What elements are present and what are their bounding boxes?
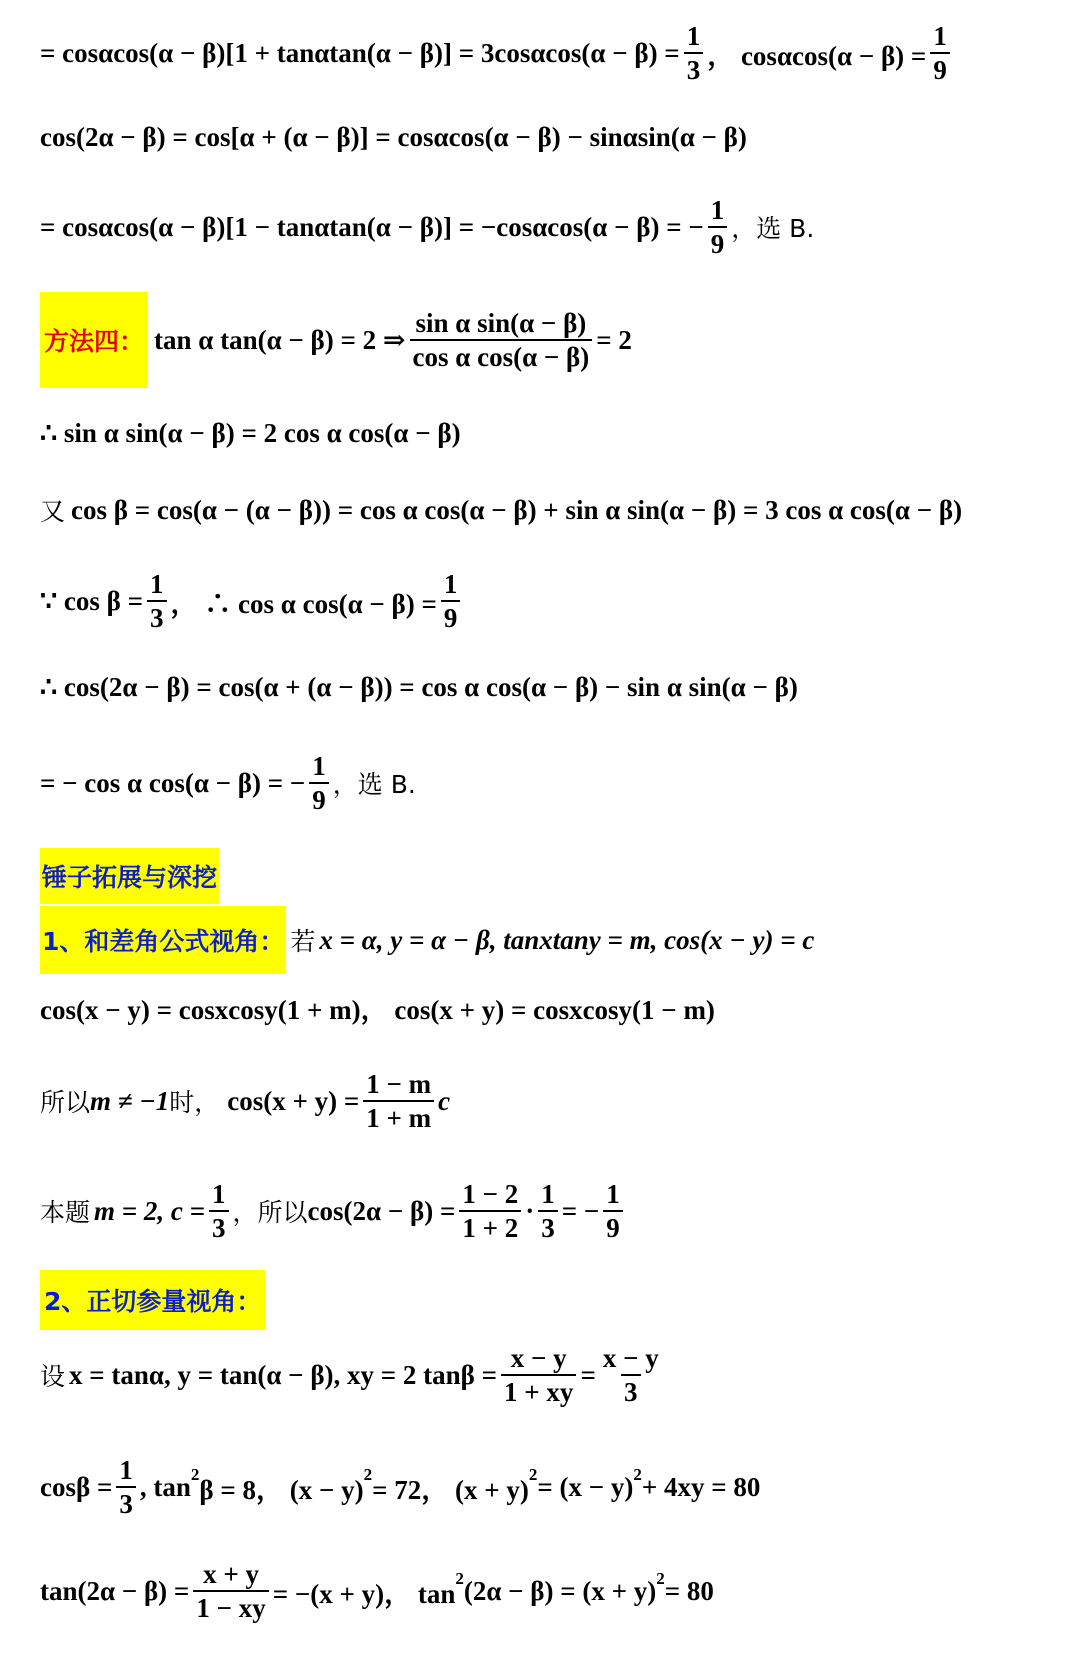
- note: 设: [40, 1362, 66, 1392]
- superscript: 2: [455, 1569, 464, 1589]
- note: ，选 B.: [332, 770, 416, 800]
- numerator: 1: [443, 569, 458, 599]
- equation-line-2: [40, 122, 747, 153]
- fraction: [708, 196, 728, 259]
- expr: x = tanα, y = tan(α − β), xy = 2 tanβ =: [69, 1359, 498, 1390]
- equation-line-6: [40, 492, 962, 528]
- note: ，选 B.: [731, 214, 815, 244]
- denominator: 3: [116, 1486, 136, 1518]
- expr: (2α − β) = (x + y): [463, 1575, 657, 1606]
- expr: ∵ cos β =: [40, 585, 144, 616]
- perspective-one-tag: 1、和差角公式视角：: [40, 906, 286, 974]
- numerator: 1: [686, 21, 701, 51]
- note: ，所以: [232, 1198, 308, 1228]
- superscript: 2: [633, 1465, 642, 1485]
- expr: cos(2α − β) = cos[α + (α − β)] = cosαcos(α − β) − sinαsin(α − β): [40, 122, 747, 152]
- numerator: 1: [933, 21, 947, 51]
- equation-line-5: [40, 418, 461, 449]
- expr: ∴ cos(2α − β) = cos(α + (α − β)) = cos α cos(α − β) − sin α sin(α − β): [40, 672, 798, 702]
- perspective-two-tag: 2、正切参量视角：: [40, 1270, 265, 1330]
- section-title: 锤子拓展与深挖: [40, 848, 219, 904]
- fraction: [684, 22, 704, 85]
- expr: cos(2α − β) =: [307, 1195, 456, 1226]
- denominator: 3: [147, 600, 167, 632]
- expr: ， cosαcos(α − β) =: [707, 40, 927, 71]
- equation-line-17: [40, 1456, 760, 1519]
- note: 本题: [40, 1198, 91, 1228]
- superscript: 2: [190, 1465, 200, 1485]
- equation-line-14: [40, 1180, 627, 1243]
- equation-line-7: [40, 570, 464, 633]
- expr: c: [438, 1085, 451, 1116]
- fraction: [459, 1180, 521, 1243]
- fraction: [501, 1344, 576, 1407]
- expr: =: [580, 1359, 596, 1390]
- superscript: 2: [656, 1569, 665, 1589]
- fraction: [538, 1180, 558, 1243]
- expr: β = 8， (x − y): [199, 1474, 364, 1505]
- denominator: 3: [684, 52, 704, 84]
- expr: tan(2α − β) =: [40, 1575, 190, 1606]
- fraction: [410, 309, 593, 372]
- fraction: [147, 570, 167, 633]
- denominator: 1 + m: [363, 1100, 434, 1132]
- expr: tan α tan(α − β) = 2 ⇒: [154, 324, 406, 355]
- expr: x = α, y = α − β, tanxtany = m, cos(x − y) = c: [319, 924, 815, 955]
- denominator: 9: [309, 782, 329, 814]
- expr: = (x − y): [537, 1471, 634, 1502]
- fraction: [441, 570, 461, 633]
- denominator: 3: [209, 1210, 229, 1242]
- expr: = −: [561, 1195, 600, 1226]
- equation-line-3: [40, 196, 814, 259]
- expr: cos(x − y) = cosxcosy(1 + m)， cos(x + y) = cosxcosy(1 − m): [40, 995, 715, 1025]
- equation-line-9: [40, 752, 416, 815]
- numerator: 1: [312, 751, 326, 781]
- fraction: [116, 1456, 136, 1519]
- equation-line-8: [40, 672, 798, 703]
- expr: = cosαcos(α − β)[1 + tanαtan(α − β)] = 3cosαcos(α − β) =: [40, 37, 680, 68]
- denominator: 1 − xy: [193, 1590, 268, 1622]
- numerator: 1 − 2: [462, 1179, 519, 1209]
- fraction: [209, 1180, 229, 1243]
- equation-line-16: [40, 1344, 666, 1407]
- numerator: x − y: [510, 1343, 567, 1373]
- numerator: x + y: [203, 1559, 259, 1589]
- equation-line-1: [40, 22, 954, 85]
- denominator: 1 + 2: [459, 1210, 521, 1242]
- numerator: sin α sin(α − β): [415, 307, 587, 338]
- fraction: [363, 1070, 434, 1133]
- numerator: 1 − m: [366, 1069, 432, 1099]
- fraction: [309, 752, 329, 815]
- expr: m ≠ −1: [90, 1085, 170, 1116]
- superscript: 2: [363, 1465, 373, 1485]
- expr: ·: [525, 1195, 535, 1226]
- numerator: 1: [710, 195, 725, 225]
- perspective-two-line: [40, 1270, 265, 1330]
- expr: , tan: [139, 1471, 191, 1502]
- note: 若: [290, 927, 316, 956]
- method-four-tag: 方法四：: [40, 292, 148, 388]
- expr: = − cos α cos(α − β) = −: [40, 767, 306, 798]
- equation-line-18: [40, 1560, 714, 1623]
- expr: cos β = cos(α − (α − β)) = cos α cos(α − β) + sin α sin(α − β) = 3 cos α cos(α − β): [71, 494, 963, 525]
- equation-line-12: [40, 988, 715, 1027]
- expr: ， ∴ cos α cos(α − β) =: [170, 588, 437, 619]
- numerator: 1: [212, 1179, 226, 1209]
- expr: = 80: [664, 1575, 714, 1606]
- fraction: [193, 1560, 268, 1623]
- denominator: 9: [708, 226, 728, 258]
- denominator: cos α cos(α − β): [410, 339, 593, 371]
- method-four-line: [40, 292, 632, 388]
- fraction: [930, 22, 950, 85]
- perspective-one-line: [40, 906, 814, 974]
- denominator: 9: [930, 52, 950, 84]
- note: 又: [40, 497, 66, 526]
- numerator: 1: [606, 1179, 620, 1209]
- fraction: [600, 1344, 662, 1407]
- section-heading: [40, 848, 219, 904]
- expr: = 72， (x + y): [372, 1474, 529, 1505]
- fraction: [603, 1180, 623, 1243]
- denominator: 3: [621, 1374, 641, 1406]
- equation-line-13: [40, 1070, 450, 1133]
- denominator: 9: [441, 600, 461, 632]
- expr: cos(x + y) =: [227, 1085, 360, 1116]
- note: 时，: [169, 1088, 220, 1118]
- denominator: 1 + xy: [501, 1374, 576, 1406]
- denominator: 3: [538, 1210, 558, 1242]
- denominator: 9: [603, 1210, 623, 1242]
- expr: + 4xy = 80: [641, 1471, 761, 1502]
- expr: = 2: [596, 324, 632, 355]
- numerator: 1: [150, 569, 164, 599]
- numerator: 1: [119, 1455, 133, 1485]
- numerator: 1: [541, 1179, 555, 1209]
- superscript: 2: [528, 1465, 538, 1485]
- expr: ∴ sin α sin(α − β) = 2 cos α cos(α − β): [40, 418, 461, 448]
- note: 所以: [40, 1088, 91, 1118]
- expr: cosβ =: [40, 1471, 113, 1502]
- expr: m = 2, c =: [94, 1195, 206, 1226]
- numerator: x − y: [602, 1343, 659, 1373]
- expr: = −(x + y)， tan: [272, 1578, 456, 1609]
- expr: = cosαcos(α − β)[1 − tanαtan(α − β)] = −cosαcos(α − β) = −: [40, 211, 704, 242]
